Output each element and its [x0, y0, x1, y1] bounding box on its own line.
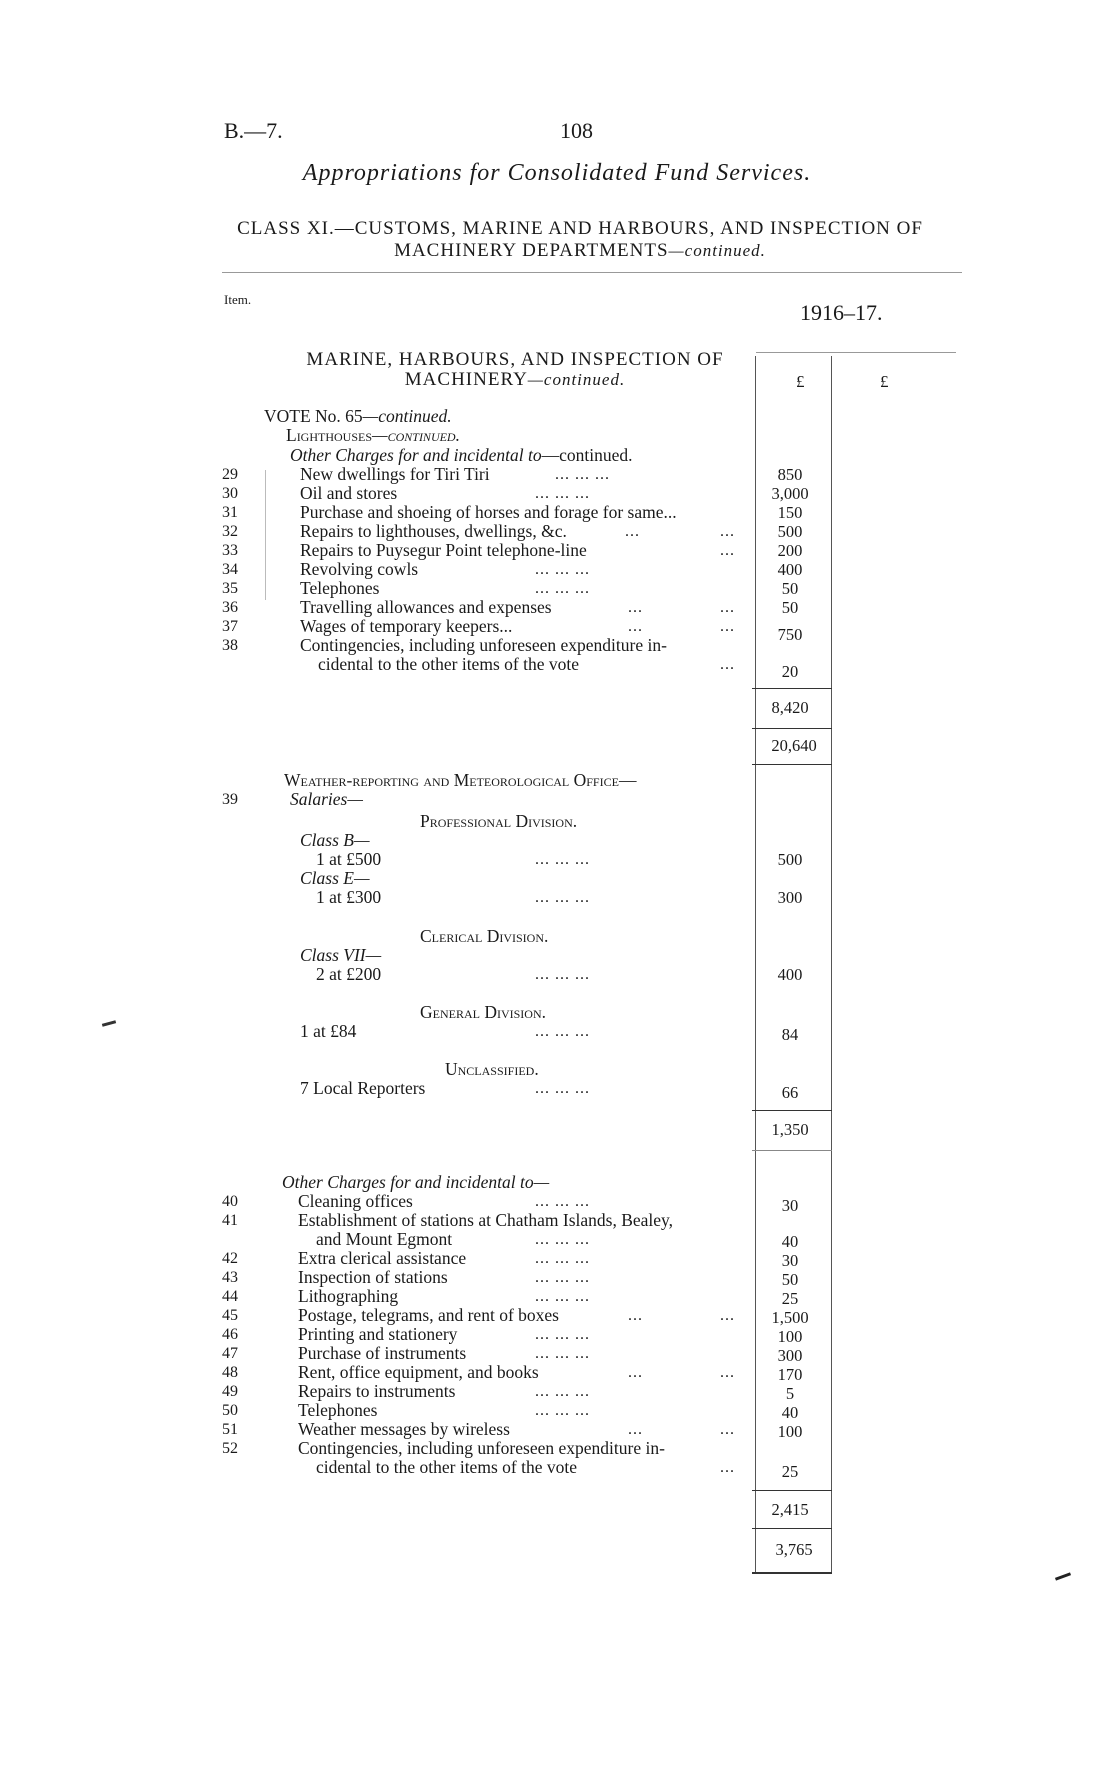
other-charges-subtotal: 2,415: [771, 1500, 809, 1519]
item-description: Repairs to Puysegur Point telephone-line: [300, 540, 587, 560]
item-number: 39: [222, 791, 238, 808]
item-amount: 20: [781, 662, 799, 681]
subtotal-rule: [752, 1150, 832, 1151]
class-e-line: 1 at £300: [316, 887, 382, 907]
unclassified-amount: 66: [781, 1083, 799, 1102]
vote-heading: VOTE No. 65—continued.: [264, 406, 452, 426]
leader-dots: ... ... ...: [535, 561, 590, 578]
subtotal-rule: [752, 728, 832, 729]
item-amount: 400: [777, 560, 803, 579]
item-description: Contingencies, including unforeseen expenditure in-: [300, 635, 667, 655]
leader-dots: ... ... ...: [535, 1345, 590, 1362]
unclassified-heading: Unclassified.: [445, 1059, 539, 1079]
item-number: 37: [222, 618, 238, 635]
general-amount: 84: [781, 1025, 799, 1044]
item-description: Establishment of stations at Chatham Islands, Bealey,: [298, 1210, 674, 1230]
leader-dots: ... ... ...: [535, 1402, 590, 1419]
item-amount: 50: [781, 1270, 799, 1289]
leader-dots: ...: [720, 599, 735, 616]
item-number: 46: [222, 1326, 238, 1343]
document-reference: B.—7.: [224, 118, 283, 143]
item-description: Rent, office equipment, and books: [298, 1362, 539, 1382]
item-amount: 40: [781, 1403, 799, 1422]
leader-dots: ...: [720, 542, 735, 559]
item-number: 40: [222, 1193, 238, 1210]
subtotal-rule: [752, 1490, 832, 1491]
item-description: Postage, telegrams, and rent of boxes: [298, 1305, 559, 1325]
item-description: Wages of temporary keepers...: [300, 616, 513, 636]
pound-symbol-2: £: [880, 372, 889, 391]
weather-total: 3,765: [775, 1540, 813, 1559]
column-rule-mid: [831, 356, 832, 1573]
item-description: Lithographing: [298, 1286, 399, 1306]
scan-mark: [1055, 1572, 1071, 1580]
leader-dots: ... ... ...: [535, 1250, 590, 1267]
leader-dots: ... ... ...: [535, 580, 590, 597]
item-amount: 170: [777, 1365, 803, 1384]
item-amount: 30: [781, 1196, 799, 1215]
item-number: 30: [222, 485, 238, 502]
item-description: Travelling allowances and expenses: [300, 597, 552, 617]
subtotal-rule: [752, 1110, 832, 1111]
item-number: 47: [222, 1345, 238, 1362]
item-amount: 5: [785, 1384, 795, 1403]
item-amount: 25: [781, 1289, 799, 1308]
section-heading: [285, 350, 745, 390]
subtotal-rule: [752, 1528, 832, 1529]
item-number: 48: [222, 1364, 238, 1381]
item-number: 33: [222, 542, 238, 559]
leader-dots: ...: [628, 1421, 643, 1438]
marine-total: 20,640: [771, 736, 817, 755]
leader-dots: ...: [720, 656, 735, 673]
leader-dots: ... ... ...: [535, 1326, 590, 1343]
year-rule: [756, 352, 956, 353]
year-heading: 1916–17.: [800, 300, 883, 325]
leader-dots: ... ... ...: [535, 485, 590, 502]
item-description: Extra clerical assistance: [298, 1248, 467, 1268]
item-amount: 200: [777, 541, 803, 560]
item-description: Printing and stationery: [298, 1324, 458, 1344]
total-rule: [752, 1572, 832, 1574]
leader-dots: ... ... ...: [535, 1231, 590, 1248]
other-charges-heading: Other Charges for and incidental to—continued.: [290, 445, 633, 465]
item-description: Purchase of instruments: [298, 1343, 467, 1363]
section-heading-line1: MARINE, HARBOURS, AND INSPECTION OF: [306, 349, 724, 370]
header-rule: [222, 272, 962, 273]
item-description: Inspection of stations: [298, 1267, 448, 1287]
class-vii-line: 2 at £200: [316, 964, 382, 984]
class-b-heading: Class B—: [300, 830, 370, 850]
item-number: 41: [222, 1212, 238, 1229]
item-rule: [265, 470, 266, 600]
item-number: 36: [222, 599, 238, 616]
leader-dots: ... ... ...: [535, 1269, 590, 1286]
item-description: Telephones: [300, 578, 380, 598]
item-amount: 300: [777, 1346, 803, 1365]
leader-dots: ... ... ...: [535, 1023, 590, 1040]
leader-dots: ... ... ...: [535, 1288, 590, 1305]
class-heading-line2: MACHINERY DEPARTMENTS—continued.: [394, 240, 766, 261]
item-amount: 40: [781, 1232, 799, 1251]
item-number: 43: [222, 1269, 238, 1286]
leader-dots: ... ... ...: [535, 966, 590, 983]
item-amount: 1,500: [771, 1308, 809, 1327]
item-amount: 3,000: [771, 484, 809, 503]
item-amount: 100: [777, 1422, 803, 1441]
class-e-amount: 300: [777, 888, 803, 907]
class-vii-amount: 400: [777, 965, 803, 984]
unclassified-line: 7 Local Reporters: [300, 1078, 426, 1098]
item-number: 32: [222, 523, 238, 540]
leader-dots: ...: [628, 1364, 643, 1381]
item-amount: 150: [777, 503, 803, 522]
item-description-cont: cidental to the other items of the vote: [316, 1457, 577, 1477]
leader-dots: ...: [720, 618, 735, 635]
item-description: Cleaning offices: [298, 1191, 413, 1211]
item-description: Telephones: [298, 1400, 378, 1420]
leader-dots: ...: [720, 1364, 735, 1381]
item-description: Weather messages by wireless: [298, 1419, 510, 1439]
item-number: 34: [222, 561, 238, 578]
salaries-subtotal: 1,350: [771, 1120, 809, 1139]
page-number: 108: [560, 118, 593, 143]
item-amount: 100: [777, 1327, 803, 1346]
class-vii-heading: Class VII—: [300, 945, 382, 965]
item-number: 31: [222, 504, 238, 521]
lighthouses-heading: Lighthouses—continued.: [286, 425, 460, 445]
item-description-cont: and Mount Egmont: [316, 1229, 453, 1249]
item-description: Purchase and shoeing of horses and forage for same...: [300, 502, 677, 522]
item-description: Repairs to instruments: [298, 1381, 456, 1401]
leader-dots: ... ... ...: [555, 466, 610, 483]
section-heading-line2: MACHINERY—continued.: [404, 369, 626, 390]
item-number: 42: [222, 1250, 238, 1267]
professional-division-heading: Professional Division.: [420, 811, 578, 831]
item-description: Repairs to lighthouses, dwellings, &c.: [300, 521, 567, 541]
weather-heading: Weather-reporting and Meteorological Office—: [284, 770, 637, 790]
item-number: 50: [222, 1402, 238, 1419]
item-description-cont: cidental to the other items of the vote: [318, 654, 579, 674]
leader-dots: ... ... ...: [535, 851, 590, 868]
item-amount: 50: [781, 598, 799, 617]
class-b-line: 1 at £500: [316, 849, 382, 869]
class-e-heading: Class E—: [300, 868, 370, 888]
leader-dots: ... ... ...: [535, 889, 590, 906]
item-number: 44: [222, 1288, 238, 1305]
class-heading: [200, 218, 960, 262]
leader-dots: ... ... ...: [535, 1080, 590, 1097]
item-amount: 50: [781, 579, 799, 598]
item-amount: 25: [781, 1462, 799, 1481]
item-number: 51: [222, 1421, 238, 1438]
page-title: Appropriations for Consolidated Fund Services.: [302, 160, 812, 186]
class-heading-line1: CLASS XI.—CUSTOMS, MARINE AND HARBOURS, AND INSPECTION OF: [237, 218, 923, 239]
leader-dots: ...: [628, 1307, 643, 1324]
leader-dots: ...: [720, 1421, 735, 1438]
total-rule: [752, 764, 832, 765]
weather-other-charges-heading: Other Charges for and incidental to—: [282, 1172, 550, 1192]
item-column-label: Item.: [224, 292, 252, 307]
leader-dots: ... ... ...: [535, 1383, 590, 1400]
item-amount: 750: [777, 625, 803, 644]
item-number: 29: [222, 466, 238, 483]
leader-dots: ...: [720, 1307, 735, 1324]
item-amount: 30: [781, 1251, 799, 1270]
item-description: Oil and stores: [300, 483, 398, 503]
item-description: Contingencies, including unforeseen expenditure in-: [298, 1438, 665, 1458]
item-number: 38: [222, 637, 238, 654]
pound-symbol-1: £: [796, 372, 805, 391]
item-number: 45: [222, 1307, 238, 1324]
item-description: Revolving cowls: [300, 559, 419, 579]
item-number: 49: [222, 1383, 238, 1400]
leader-dots: ...: [720, 523, 735, 540]
leader-dots: ...: [628, 599, 643, 616]
subtotal-rule: [752, 688, 832, 689]
leader-dots: ...: [720, 1459, 735, 1476]
item-description: New dwellings for Tiri Tiri: [300, 464, 490, 484]
scan-mark: [102, 1020, 116, 1027]
clerical-division-heading: Clerical Division.: [420, 926, 549, 946]
salaries-heading: Salaries—: [290, 789, 363, 809]
leader-dots: ... ... ...: [535, 1193, 590, 1210]
item-amount: 850: [777, 465, 803, 484]
leader-dots: ...: [625, 523, 640, 540]
item-number: 35: [222, 580, 238, 597]
general-line: 1 at £84: [300, 1021, 357, 1041]
leader-dots: ...: [628, 618, 643, 635]
general-division-heading: General Division.: [420, 1002, 547, 1022]
item-amount: 500: [777, 522, 803, 541]
class-b-amount: 500: [777, 850, 803, 869]
lighthouse-subtotal: 8,420: [771, 698, 809, 717]
item-number: 52: [222, 1440, 238, 1457]
